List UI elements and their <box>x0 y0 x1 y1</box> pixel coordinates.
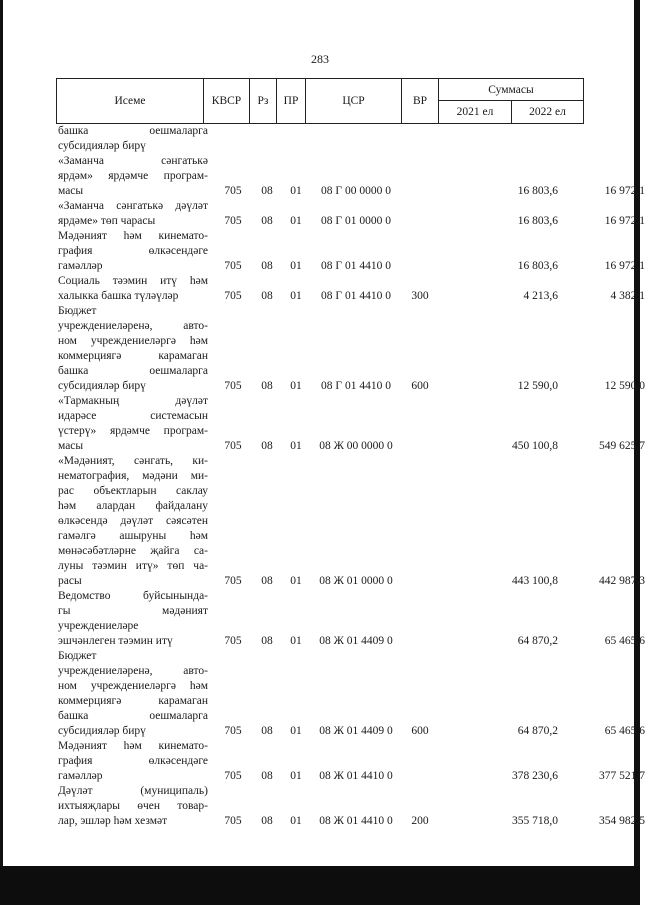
vr-cell: 300 <box>411 290 429 302</box>
description-line: мөнәсәбәтләрне җайга са- <box>58 545 208 557</box>
sum-2022-cell: 65 465,6 <box>604 725 645 737</box>
header-year-2022 <box>511 100 584 124</box>
description-line: учреждениеләренә, авто- <box>58 320 208 332</box>
description-line: Социаль тәэмин итү һәм <box>58 275 208 287</box>
rz-cell: 08 <box>261 770 273 782</box>
description-line: Дәүләт (муниципаль) <box>58 785 208 797</box>
description-line: рас объектларын саклау <box>58 485 208 497</box>
csr-cell: 08 Ж 01 4409 0 <box>319 635 393 647</box>
description-line: учреждениеләре <box>58 620 139 632</box>
header-kvsr-label: КВСР <box>211 95 242 107</box>
pr-cell: 01 <box>290 815 302 827</box>
rz-cell: 08 <box>261 380 273 392</box>
row-description <box>58 274 208 304</box>
description-line: ихтыяҗлары өчен товар- <box>58 800 208 812</box>
row-description <box>58 649 208 739</box>
vr-cell: 600 <box>411 725 429 737</box>
table-row <box>58 739 645 784</box>
kvsr-cell: 705 <box>224 185 242 197</box>
vr-cell: 200 <box>411 815 429 827</box>
sum-2021-cell: 450 100,8 <box>512 440 558 452</box>
description-line: субсидияләр бирү <box>58 140 146 152</box>
pr-cell: 01 <box>290 380 302 392</box>
description-line: нематография, мәдәни ми- <box>58 470 208 482</box>
table-row <box>58 229 645 274</box>
sum-2022-cell: 549 625,7 <box>599 440 645 452</box>
header-name-label: Исеме <box>114 95 146 107</box>
description-line: ном учреждениеләргә һәм <box>58 680 208 692</box>
scan-edge-left <box>0 0 3 905</box>
rz-cell: 08 <box>261 635 273 647</box>
rz-cell: 08 <box>261 215 273 227</box>
kvsr-cell: 705 <box>224 770 242 782</box>
pr-cell: 01 <box>290 575 302 587</box>
csr-cell: 08 Ж 01 0000 0 <box>319 575 393 587</box>
table-body <box>58 124 645 829</box>
description-line: масы <box>58 185 84 197</box>
table-row <box>58 304 645 394</box>
row-description <box>58 229 208 274</box>
rz-cell: 08 <box>261 725 273 737</box>
pr-cell: 01 <box>290 260 302 272</box>
pr-cell: 01 <box>290 440 302 452</box>
description-line: ном учреждениеләргә һәм <box>58 335 208 347</box>
pr-cell: 01 <box>290 635 302 647</box>
table-row <box>58 124 598 154</box>
description-line: масы <box>58 440 84 452</box>
description-line: ярдәме» төп чарасы <box>58 215 156 227</box>
sum-2021-cell: 64 870,2 <box>517 635 558 647</box>
sum-2022-cell: 442 987,3 <box>599 575 645 587</box>
csr-cell: 08 Ж 00 0000 0 <box>319 440 393 452</box>
csr-cell: 08 Г 00 0000 0 <box>321 185 391 197</box>
description-line: башка оешмаларга <box>58 365 208 377</box>
csr-cell: 08 Г 01 0000 0 <box>321 215 391 227</box>
row-description <box>58 304 208 394</box>
sum-2021-cell: 64 870,2 <box>517 725 558 737</box>
description-line: гы мәдәният <box>58 605 208 617</box>
header-kvsr <box>203 78 250 124</box>
description-line: графия өлкәсендәге <box>58 755 208 767</box>
description-line: эшчәнлеген тәэмин итү <box>58 635 173 647</box>
row-description <box>58 784 208 829</box>
sum-2022-cell: 65 465,6 <box>604 635 645 647</box>
rz-cell: 08 <box>261 185 273 197</box>
description-line: идарәсе системасын <box>58 410 208 422</box>
pr-cell: 01 <box>290 770 302 782</box>
description-line: Мәдәният һәм кинемато- <box>58 230 208 242</box>
sum-2022-cell: 354 982,5 <box>599 815 645 827</box>
row-description <box>58 394 208 454</box>
description-line: башка оешмаларга <box>58 125 208 137</box>
description-line: луны тәэмин итү» төп ча- <box>58 560 208 572</box>
kvsr-cell: 705 <box>224 215 242 227</box>
description-line: өлкәсендә дәүләт сәясәтен <box>58 515 208 527</box>
row-description <box>58 124 208 154</box>
rz-cell: 08 <box>261 260 273 272</box>
rz-cell: 08 <box>261 575 273 587</box>
description-line: «Заманча сәнгатькә <box>58 155 208 167</box>
header-pr <box>276 78 306 124</box>
header-rz <box>249 78 277 124</box>
description-line: һәм алардан файдалану <box>58 500 208 512</box>
sum-2022-cell: 377 521,7 <box>599 770 645 782</box>
header-pr-label: ПР <box>283 95 299 107</box>
table-row <box>58 454 645 589</box>
sum-2021-cell: 355 718,0 <box>512 815 558 827</box>
header-vr <box>401 78 439 124</box>
rz-cell: 08 <box>261 815 273 827</box>
description-line: ярдәм» ярдәмче програм- <box>58 170 208 182</box>
description-line: Бюджет <box>58 650 97 662</box>
kvsr-cell: 705 <box>224 635 242 647</box>
kvsr-cell: 705 <box>224 260 242 272</box>
sum-2021-cell: 12 590,0 <box>517 380 558 392</box>
table-row <box>58 784 645 829</box>
description-line: субсидияләр бирү <box>58 725 146 737</box>
table-row <box>58 199 645 229</box>
sum-2022-cell: 16 972,1 <box>604 215 645 227</box>
description-line: учреждениеләренә, авто- <box>58 665 208 677</box>
row-description <box>58 739 208 784</box>
row-description <box>58 589 208 649</box>
description-line: коммерциягә карамаган <box>58 695 208 707</box>
pr-cell: 01 <box>290 215 302 227</box>
sum-2021-cell: 16 803,6 <box>517 260 558 272</box>
description-line: расы <box>58 575 82 587</box>
description-line: башка оешмаларга <box>58 710 208 722</box>
description-line: гамәлгә ашыруны һәм <box>58 530 208 542</box>
header-sums <box>438 78 584 101</box>
sum-2021-cell: 4 213,6 <box>523 290 558 302</box>
csr-cell: 08 Г 01 4410 0 <box>321 380 391 392</box>
header-rz-label: Рз <box>257 95 269 107</box>
description-line: «Мәдәният, сәнгать, ки- <box>58 455 208 467</box>
rz-cell: 08 <box>261 290 273 302</box>
kvsr-cell: 705 <box>224 290 242 302</box>
csr-cell: 08 Г 01 4410 0 <box>321 290 391 302</box>
sum-2022-cell: 16 972,1 <box>604 185 645 197</box>
table-row <box>58 274 645 304</box>
sum-2021-cell: 378 230,6 <box>512 770 558 782</box>
description-line: халыкка башка түләүләр <box>58 290 179 302</box>
sum-2021-cell: 443 100,8 <box>512 575 558 587</box>
description-line: «Заманча сәнгатькә дәүләт <box>58 200 208 212</box>
pr-cell: 01 <box>290 290 302 302</box>
sum-2022-cell: 16 972,1 <box>604 260 645 272</box>
row-description <box>58 454 208 589</box>
sum-2021-cell: 16 803,6 <box>517 215 558 227</box>
description-line: гамәлләр <box>58 770 103 782</box>
row-description <box>58 154 208 199</box>
description-line: Бюджет <box>58 305 97 317</box>
sum-2022-cell: 4 382,1 <box>610 290 645 302</box>
table-row <box>58 649 645 739</box>
description-line: гамәлләр <box>58 260 103 272</box>
page-number: 283 <box>311 52 329 66</box>
header-year-2021 <box>438 100 512 124</box>
header-csr-label: ЦСР <box>342 95 365 107</box>
header-sums-label: Суммасы <box>488 83 534 96</box>
csr-cell: 08 Ж 01 4410 0 <box>319 770 393 782</box>
header-vr-label: ВР <box>412 95 428 107</box>
table-row <box>58 589 645 649</box>
description-line: субсидияләр бирү <box>58 380 146 392</box>
description-line: Ведомство буйсынында- <box>58 590 208 602</box>
kvsr-cell: 705 <box>224 380 242 392</box>
header-name <box>56 78 204 124</box>
description-line: Мәдәният һәм кинемато- <box>58 740 208 752</box>
sum-2021-cell: 16 803,6 <box>517 185 558 197</box>
vr-cell: 600 <box>411 380 429 392</box>
csr-cell: 08 Г 01 4410 0 <box>321 260 391 272</box>
row-description <box>58 199 208 229</box>
description-line: лар, эшләр һәм хезмәт <box>58 815 168 827</box>
description-line: графия өлкәсендәге <box>58 245 208 257</box>
description-line: «Тармакның дәүләт <box>58 395 208 407</box>
kvsr-cell: 705 <box>224 440 242 452</box>
table-row <box>58 394 645 454</box>
header-year-2021-label: 2021 ел <box>456 106 494 118</box>
header-year-2022-label: 2022 ел <box>529 106 566 118</box>
kvsr-cell: 705 <box>224 575 242 587</box>
sum-2022-cell: 12 590,0 <box>604 380 645 392</box>
kvsr-cell: 705 <box>224 725 242 737</box>
rz-cell: 08 <box>261 440 273 452</box>
pr-cell: 01 <box>290 725 302 737</box>
header-csr <box>305 78 402 124</box>
description-line: коммерциягә карамаган <box>58 350 208 362</box>
description-line: үстерү» ярдәмче програм- <box>58 425 208 437</box>
csr-cell: 08 Ж 01 4410 0 <box>319 815 393 827</box>
pr-cell: 01 <box>290 185 302 197</box>
kvsr-cell: 705 <box>224 815 242 827</box>
csr-cell: 08 Ж 01 4409 0 <box>319 725 393 737</box>
scan-bottom-edge <box>0 866 640 905</box>
table-row <box>58 154 645 199</box>
